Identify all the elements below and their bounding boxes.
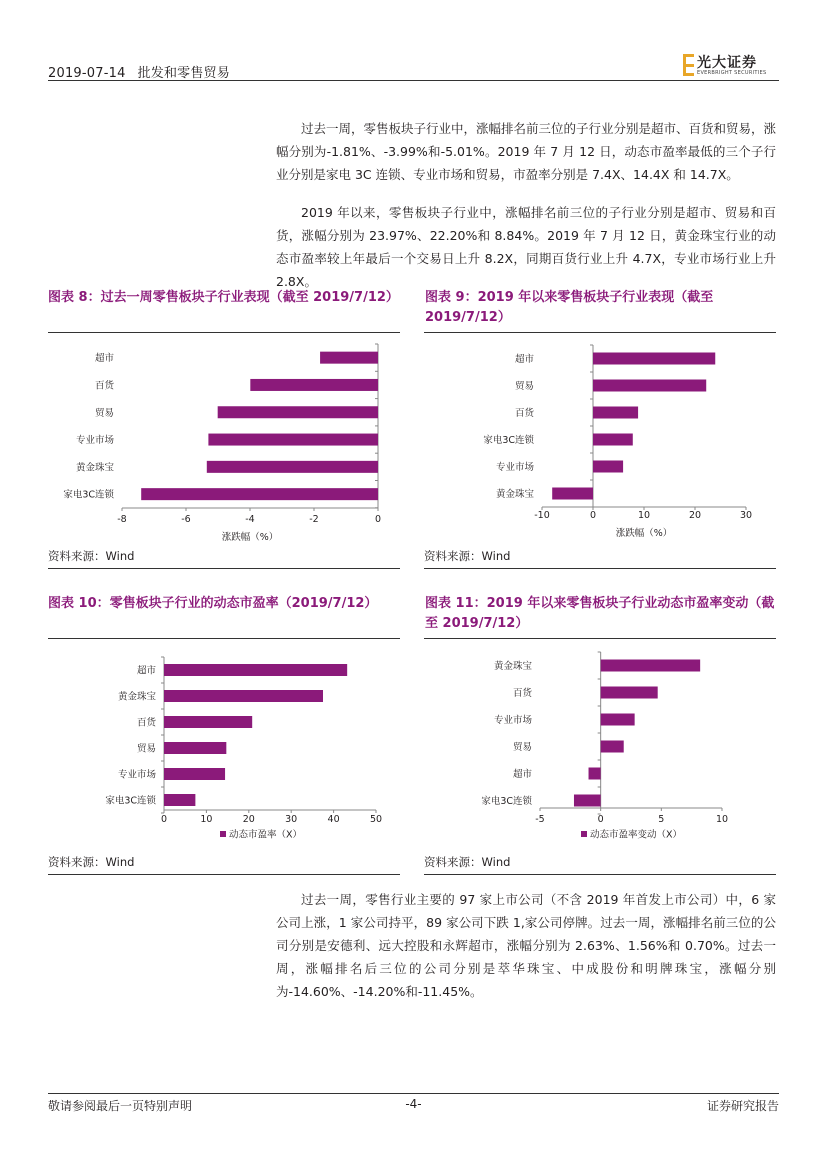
legend-label: 动态市盈率变动（X）	[590, 829, 683, 841]
figure-9-source: 资料来源：Wind	[424, 549, 511, 563]
bar-fig11-0	[601, 660, 700, 672]
bar-fig10-0	[164, 664, 347, 676]
category-label: 专业市场	[117, 769, 156, 781]
figure-11-chart	[424, 644, 776, 848]
x-tick-label: -10	[534, 510, 550, 521]
x-tick-label: 0	[589, 510, 597, 521]
bar-fig8-2	[218, 406, 378, 418]
figure-9-top-rule	[424, 332, 776, 333]
x-tick-label: 40	[327, 814, 340, 825]
bar-fig9-0	[593, 353, 715, 365]
paragraph-ytd-subsector: 2019 年以来，零售板块子行业中，涨幅排名前三位的子行业分别是超市、贸易和百货，涨幅分别为 23.97%、22.20%和 8.84%。2019 年 7 月 12 日，黄金珠宝行业的动态市盈率较上年最后一个交易日上升 8.2X，同期百货行业上升 4.7X，专业市场行业上升 2.8X。	[276, 205, 776, 289]
report-date: 2019-07-14	[48, 66, 126, 81]
legend-swatch	[220, 831, 226, 837]
category-label: 贸易	[136, 743, 156, 755]
footer-divider	[48, 1093, 779, 1094]
bar-fig10-4	[164, 768, 225, 780]
category-label: 超市	[94, 353, 114, 365]
logo-text-cn: 光大证券	[697, 55, 757, 71]
figure-10-bottom-rule	[48, 874, 400, 875]
category-label: 超市	[512, 769, 532, 780]
figure-10-chart	[48, 644, 400, 848]
report-sector: 批发和零售贸易	[137, 66, 230, 81]
category-label: 黄金珠宝	[117, 691, 156, 703]
bar-fig8-0	[320, 352, 378, 364]
figure-8-top-rule	[48, 332, 400, 333]
legend-label: 动态市盈率（X）	[229, 829, 303, 841]
category-label: 专业市场	[75, 435, 114, 447]
bar-fig9-4	[593, 461, 623, 473]
figure-9-title: 图表 9：2019 年以来零售板块子行业表现（截至 2019/7/12）	[425, 290, 714, 325]
paragraph-company-performance: 过去一周，零售行业主要的 97 家上市公司（不含 2019 年首发上市公司）中，6 家公司上涨，1 家公司持平，89 家公司下跌 1,家公司停牌。过去一周，涨幅排名前三位的公司分别是安德利、远大控股和永辉超市，涨幅分别为 2.63%、1.56%和 0.70%。过去一周，涨幅排名后三位的公司分别是萃华珠宝、中成股份和明牌珠宝，涨幅分别为-14.60%、-14.20%和-11.45%。	[276, 892, 776, 999]
bar-fig10-3	[164, 742, 226, 754]
figure-11-top-rule	[424, 638, 776, 639]
figure-11-title: 图表 11：2019 年以来零售板块子行业动态市盈率变动（截至 2019/7/12）	[425, 596, 775, 631]
category-label: 家电3C连锁	[481, 796, 532, 807]
legend-swatch	[581, 831, 587, 837]
bar-fig11-4	[589, 768, 601, 780]
bar-fig11-5	[574, 795, 601, 807]
x-axis-label: 涨跌幅（%）	[615, 528, 673, 539]
report-header	[48, 62, 230, 81]
figure-11-bottom-rule	[424, 874, 776, 875]
bar-fig11-2	[601, 714, 635, 726]
category-label: 黄金珠宝	[493, 661, 532, 672]
bar-fig11-1	[601, 687, 658, 699]
bar-fig9-3	[593, 434, 633, 446]
category-label: 贸易	[514, 381, 534, 392]
category-label: 黄金珠宝	[75, 462, 114, 474]
page-number: -4-	[405, 1097, 422, 1111]
category-label: 专业市场	[495, 462, 534, 473]
x-tick-label: 30	[285, 814, 298, 825]
footer-report-type: 证券研究报告	[706, 1099, 779, 1113]
category-label: 专业市场	[493, 715, 532, 726]
category-label: 贸易	[512, 742, 532, 753]
bar-fig10-2	[164, 716, 252, 728]
logo-mark-icon	[683, 54, 694, 76]
figure-9-bottom-rule	[424, 568, 776, 569]
x-tick-label: 5	[658, 814, 665, 825]
bar-fig8-4	[207, 461, 378, 473]
x-tick-label: 30	[739, 510, 753, 521]
x-tick-label: 0	[597, 814, 604, 825]
category-label: 家电3C连锁	[483, 435, 534, 446]
bar-fig8-1	[250, 379, 378, 391]
figure-8-bottom-rule	[48, 568, 400, 569]
x-tick-label: 0	[160, 814, 168, 825]
x-tick-label: 10	[200, 814, 213, 825]
category-label: 超市	[514, 354, 534, 365]
category-label: 家电3C连锁	[63, 489, 114, 501]
logo-text-en: EVERBRIGHT SECURITIES	[697, 70, 767, 76]
x-tick-label: 20	[242, 814, 255, 825]
x-tick-label: 20	[688, 510, 702, 521]
x-axis-label: 涨跌幅（%）	[221, 532, 279, 543]
x-tick-label: -6	[181, 514, 191, 525]
figure-10-top-rule	[48, 638, 400, 639]
figure-9-chart	[424, 336, 776, 546]
header-divider	[48, 80, 779, 81]
x-tick-label: -2	[309, 514, 319, 525]
footer-disclaimer: 敬请参阅最后一页特别声明	[48, 1099, 193, 1113]
bar-fig10-1	[164, 690, 323, 702]
category-label: 超市	[136, 665, 156, 677]
bar-fig9-2	[593, 407, 638, 419]
figure-8-chart	[48, 336, 400, 546]
x-tick-label: 0	[374, 514, 382, 525]
x-tick-label: -4	[245, 514, 255, 525]
broker-logo	[683, 52, 775, 78]
category-label: 黄金珠宝	[495, 489, 534, 500]
bar-fig10-5	[164, 794, 195, 806]
category-label: 百货	[94, 380, 114, 392]
figure-10-source: 资料来源：Wind	[48, 855, 135, 869]
x-tick-label: 10	[637, 510, 651, 521]
figure-11-source: 资料来源：Wind	[424, 855, 511, 869]
category-label: 百货	[512, 688, 532, 699]
x-tick-label: 10	[715, 814, 729, 825]
x-tick-label: -5	[535, 814, 545, 825]
figure-10-title: 图表 10：零售板块子行业的动态市盈率（2019/7/12）	[48, 596, 378, 611]
figure-8-source: 资料来源：Wind	[48, 549, 135, 563]
bar-fig8-5	[141, 488, 378, 500]
category-label: 百货	[136, 717, 156, 729]
x-tick-label: -8	[117, 514, 127, 525]
bar-fig11-3	[601, 741, 624, 753]
bar-fig9-5	[552, 488, 593, 500]
category-label: 家电3C连锁	[105, 795, 156, 807]
figure-8-title: 图表 8：过去一周零售板块子行业表现（截至 2019/7/12）	[48, 290, 399, 305]
category-label: 贸易	[94, 407, 114, 419]
paragraph-weekly-subsector: 过去一周，零售板块子行业中，涨幅排名前三位的子行业分别是超市、百货和贸易，涨幅分别为-1.81%、-3.99%和-5.01%。2019 年 7 月 12 日，动态市盈率最低的三个子行业分别是家电 3C 连锁、专业市场和贸易，市盈率分别是 7.4X、14.4X 和 14.7X。	[276, 121, 777, 182]
bar-fig9-1	[593, 380, 706, 392]
bar-fig8-3	[208, 434, 378, 446]
category-label: 百货	[514, 408, 534, 419]
x-tick-label: 50	[369, 814, 383, 825]
